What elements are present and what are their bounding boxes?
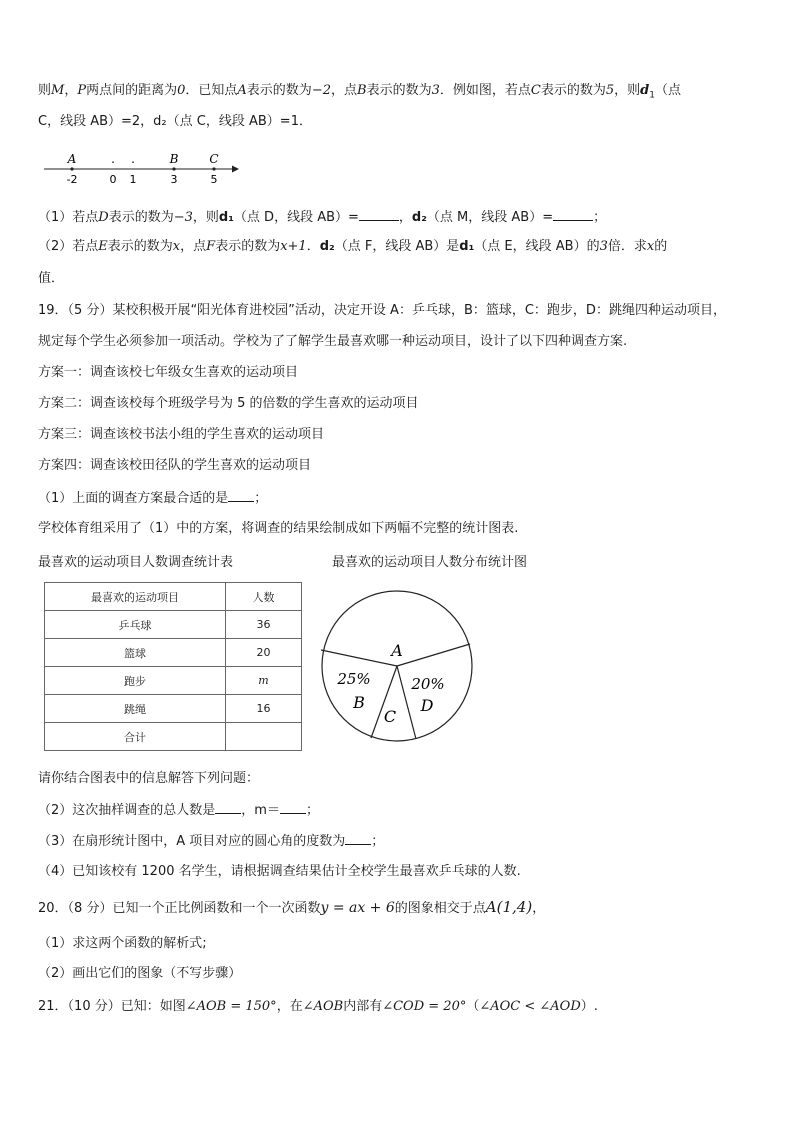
pie-chart: [316, 590, 476, 750]
q20-sub1: （1）求这两个函数的解析式;: [38, 936, 207, 951]
table-header-row: [45, 583, 302, 611]
table-cell: 16: [226, 695, 302, 723]
table-cell: 篮球: [45, 639, 226, 667]
numline-label-dot1: .: [111, 152, 115, 166]
numline-tick-neg2: -2: [66, 173, 78, 186]
answer-blank: [553, 208, 593, 221]
numline-label-A: A: [67, 152, 77, 166]
table-cell: 20: [226, 639, 302, 667]
q21-line1: 21．（10 分）已知：如图∠AOB = 150°，在∠AOB内部有∠COD = 20°（∠AOC < ∠AOD）.: [38, 999, 598, 1014]
q20-line1: 20．（8 分）已知一个正比例函数和一个一次函数y = ax + 6的图象相交于点A(1,4)，: [38, 898, 546, 916]
q18-part1: （1）若点D表示的数为−3，则d₁（点 D，线段 AB）= ，d₂（点 M，线段 AB）= ；: [38, 210, 607, 225]
numline-tick-1: 1: [129, 173, 137, 186]
table-row: [45, 723, 302, 751]
pie-label-D: D: [420, 696, 434, 715]
numline-tick-0: 0: [109, 173, 117, 186]
pie-label-C: C: [383, 707, 397, 726]
q19-prompt: 请你结合图表中的信息解答下列问题：: [38, 771, 260, 786]
table-header-cell: 最喜欢的运动项目: [45, 583, 226, 611]
q19-plan-2: 方案二：调查该校每个班级学号为 5 的倍数的学生喜欢的运动项目: [38, 396, 419, 411]
table-cell: 合计: [45, 723, 226, 751]
q20-sub2: （2）画出它们的图象（不写步骤）: [38, 966, 242, 981]
table-cell: 跑步: [45, 667, 226, 695]
q19-plan-1: 方案一：调查该校七年级女生喜欢的运动项目: [38, 365, 299, 380]
q19-sub1: （1）上面的调查方案最合适的是 ；: [38, 491, 268, 506]
q19-sub1-note: 学校体育组采用了（1）中的方案，将调查的结果绘制成如下两幅不完整的统计图表.: [38, 521, 519, 536]
q19-plan-3: 方案三：调查该校书法小组的学生喜欢的运动项目: [38, 427, 325, 442]
numline-tick-5: 5: [210, 173, 218, 186]
answer-blank: [228, 489, 254, 502]
q19-line2: 规定每个学生必须参加一项活动。学校为了了解学生最喜欢哪一种运动项目，设计了以下四种调查方案.: [38, 334, 628, 349]
stats-table: [44, 582, 302, 751]
answer-blank: [215, 801, 241, 814]
pie-label-B: B: [353, 693, 365, 712]
numline-label-B: B: [169, 152, 179, 166]
pie-label-B-percent: 25%: [337, 670, 371, 688]
answer-blank: [345, 832, 371, 845]
number-line: [40, 152, 260, 188]
numline-label-dot2: .: [131, 152, 135, 166]
q19-sub2: （2）这次抽样调查的总人数是 ，m＝ ；: [38, 803, 319, 818]
answer-blank: [359, 208, 399, 221]
table-row: [45, 639, 302, 667]
numline-label-C: C: [209, 152, 219, 166]
pie-title: 最喜欢的运动项目人数分布统计图: [332, 555, 528, 570]
table-cell: 乒乓球: [45, 611, 226, 639]
table-cell: 跳绳: [45, 695, 226, 723]
table-row: [45, 695, 302, 723]
q19-sub3: （3）在扇形统计图中，A 项目对应的圆心角的度数为 ；: [38, 834, 385, 849]
q18-part2: （2）若点E表示的数为x，点F表示的数为x+1．d₂（点 F，线段 AB）是d₁（点 E，线段 AB）的3倍．求x的: [38, 239, 668, 254]
pie-label-D-percent: 20%: [411, 675, 445, 693]
q19-line1: 19．（5 分）某校积极开展“阳光体育进校园”活动，决定开设 A：乒乓球，B：篮球，C：跑步，D：跳绳四种运动项目，: [38, 303, 726, 318]
table-cell: 36: [226, 611, 302, 639]
q19-plan-4: 方案四：调查该校田径队的学生喜欢的运动项目: [38, 458, 312, 473]
q18-intro-line2: C，线段 AB）=2，d₂（点 C，线段 AB）=1．: [38, 114, 312, 129]
q19-sub4: （4）已知该校有 1200 名学生，请根据调查结果估计全校学生最喜欢乒乓球的人数.: [38, 864, 521, 879]
table-header-cell: 人数: [226, 583, 302, 611]
numline-tick-3: 3: [170, 173, 178, 186]
table-title: 最喜欢的运动项目人数调查统计表: [38, 555, 234, 570]
pie-label-A: A: [391, 641, 403, 660]
q18-part2-cont: 值．: [38, 271, 65, 286]
table-row: [45, 611, 302, 639]
table-row: [45, 667, 302, 695]
table-cell: m: [226, 667, 302, 695]
answer-blank: [280, 801, 306, 814]
table-cell: [226, 723, 302, 751]
q18-intro-line1: 则M，P两点间的距离为0．已知点A表示的数为−2，点B表示的数为3．例如图，若点C表示的数为5，则$d_1$（点: [38, 83, 681, 101]
